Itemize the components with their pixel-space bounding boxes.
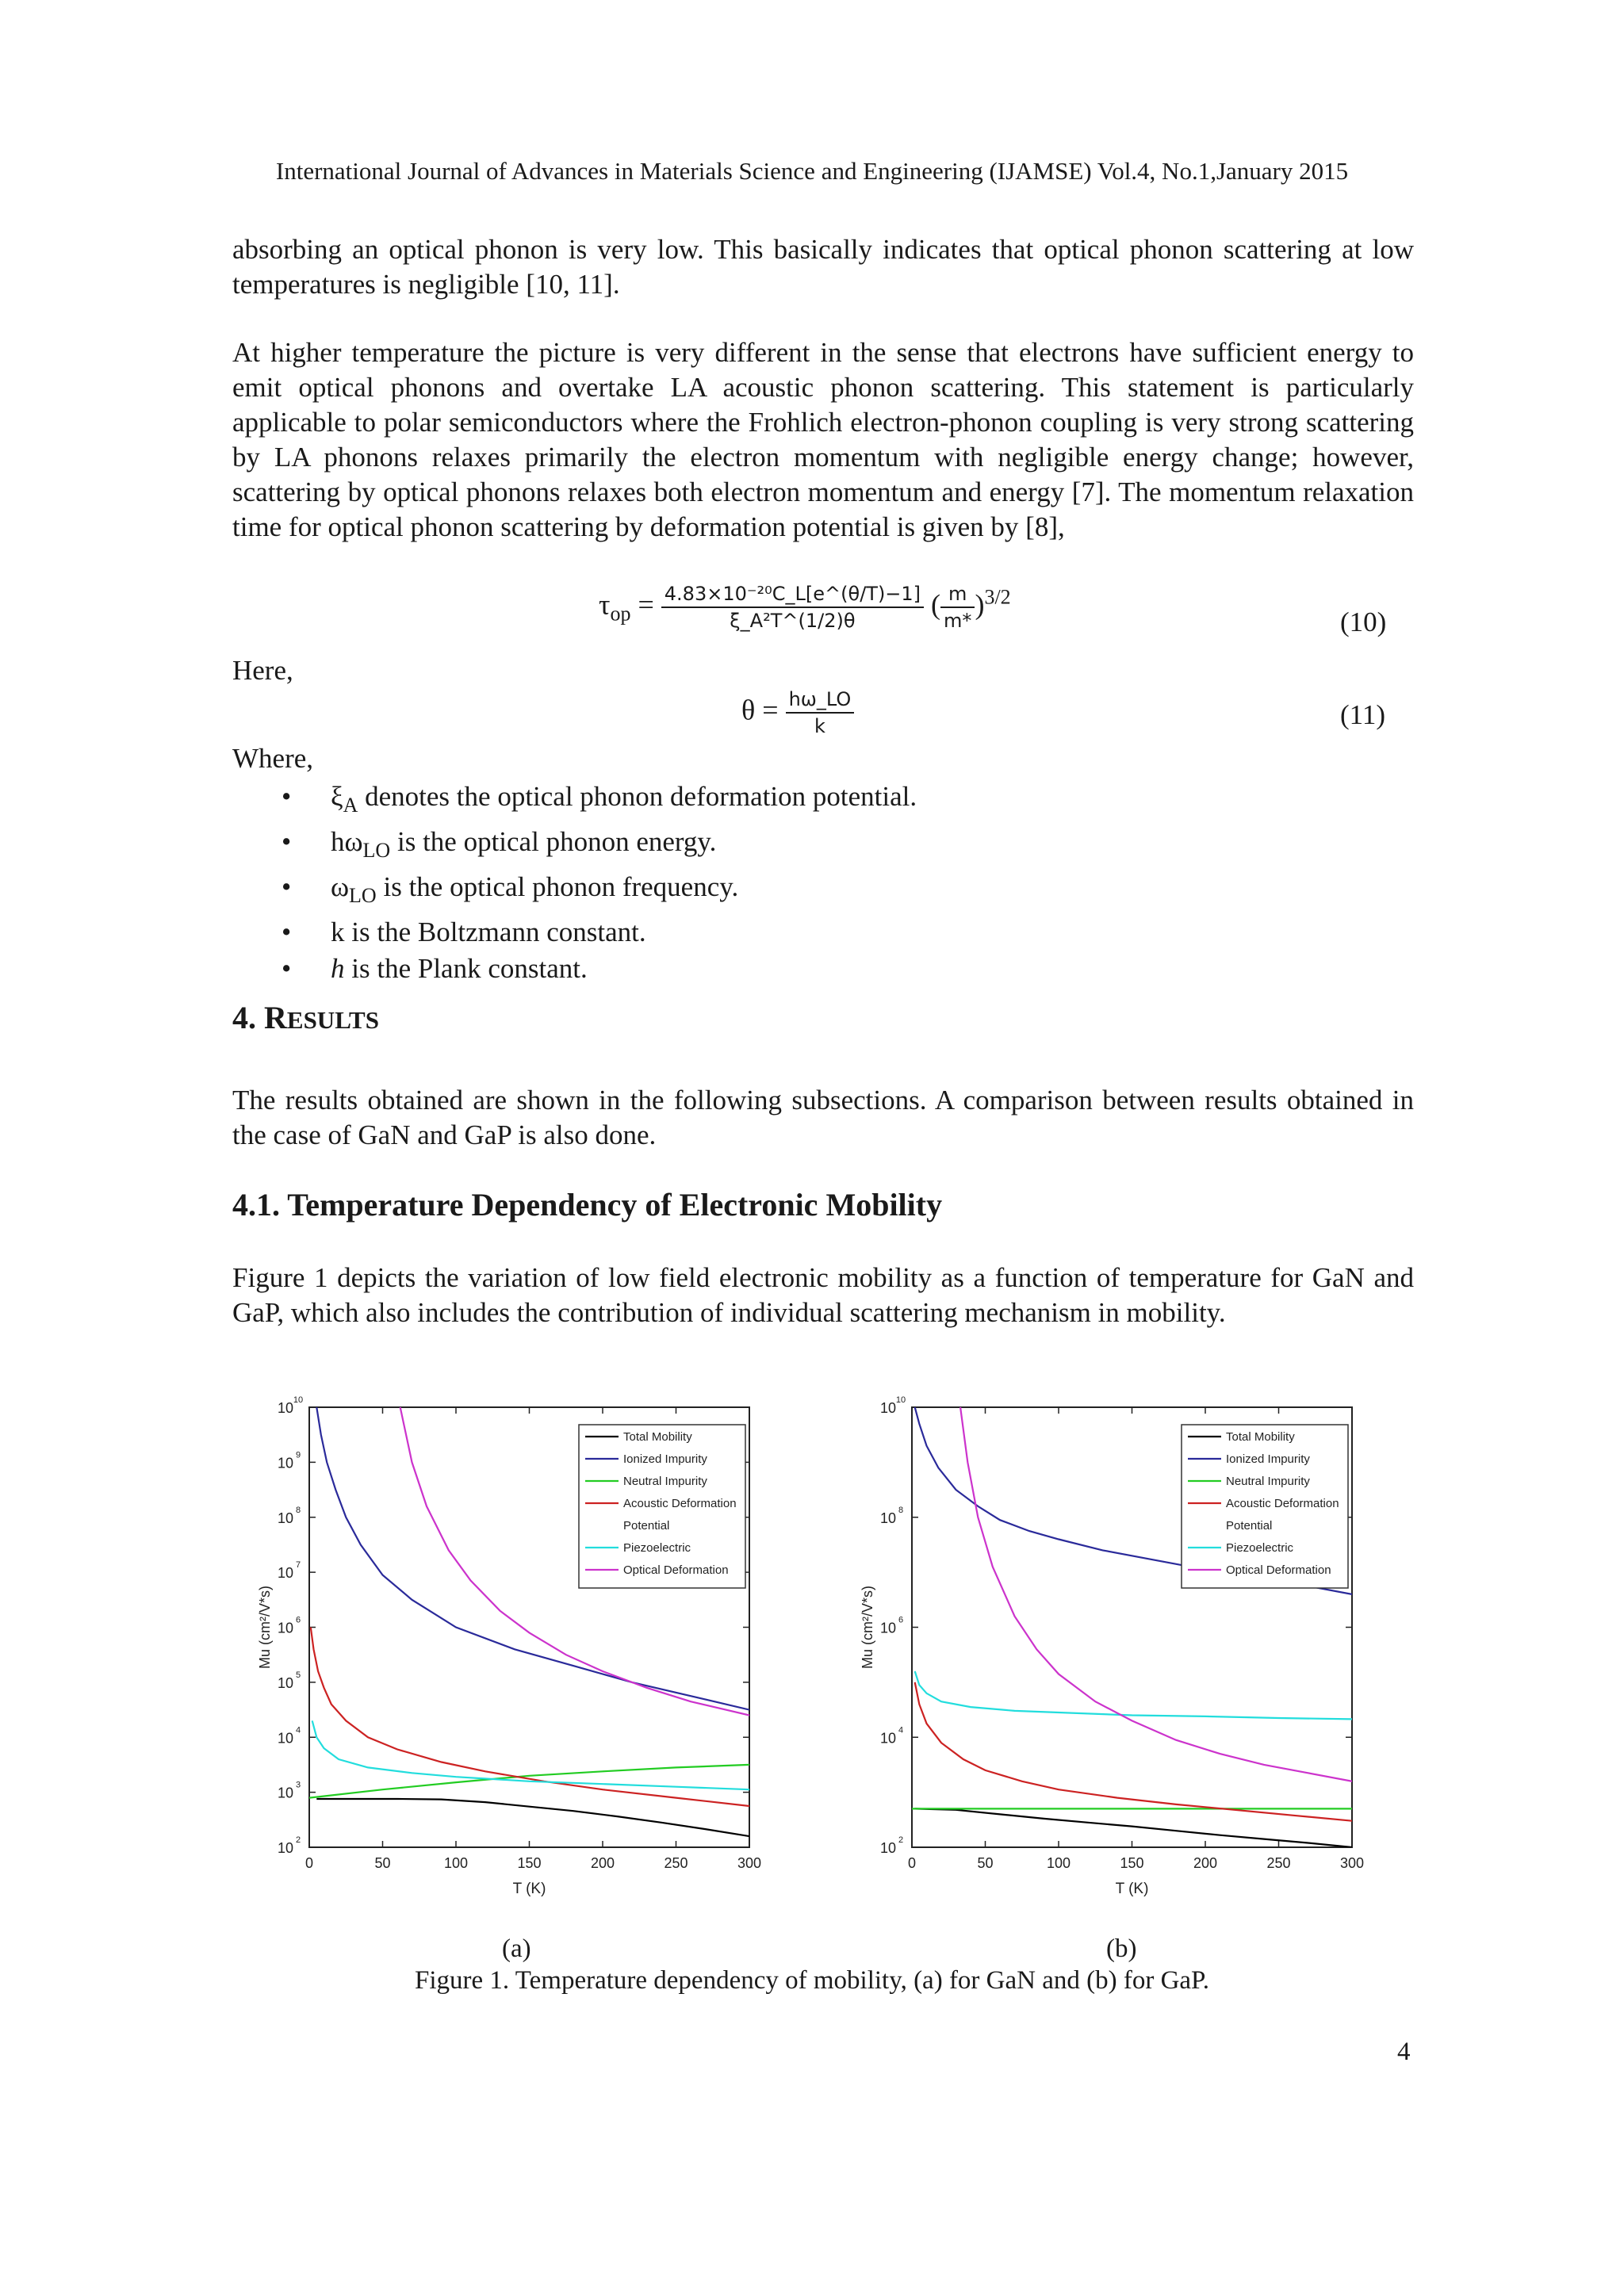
x-tick-label: 200 — [590, 1855, 615, 1871]
y-tick-exponent: 7 — [295, 1560, 301, 1571]
x-tick-label: 150 — [1120, 1855, 1144, 1871]
equation-11-number: (11) — [1340, 699, 1386, 730]
x-tick-label: 0 — [907, 1855, 917, 1871]
chart-gan — [254, 1383, 793, 1931]
eq10-lhs: τ — [599, 588, 611, 621]
list-item: • h is the Plank constant. — [282, 951, 917, 987]
y-tick-exponent: 6 — [898, 1615, 904, 1625]
eq10-power: 3/2 — [984, 585, 1011, 609]
y-tick-label: 10 — [277, 1400, 294, 1416]
y-tick-exponent: 9 — [295, 1450, 301, 1460]
legend-label: Optical Deformation — [623, 1563, 729, 1577]
legend-label: Neutral Impurity — [623, 1475, 707, 1488]
legend-label: Ionized Impurity — [623, 1452, 707, 1466]
eq10-numerator: 4.83×10⁻²⁰C_L[e^(θ/T)−1] — [661, 583, 924, 608]
y-tick-label: 10 — [879, 1840, 897, 1856]
y-tick-label: 10 — [277, 1620, 294, 1636]
list-item: • $\xi_A$ denotes the optical phonon deformation potential. — [282, 779, 917, 824]
x-tick-label: 0 — [304, 1855, 314, 1871]
y-tick-label: 10 — [277, 1785, 294, 1801]
legend-label: Ionized Impurity — [1226, 1452, 1310, 1466]
x-tick-label: 200 — [1193, 1855, 1218, 1871]
equation-11: θ = $\frac{h\omega\_LO}{k}$ — [741, 688, 854, 737]
eq10-mass-ratio — [940, 583, 975, 632]
y-tick-label: 10 — [277, 1840, 294, 1856]
where-label: Where, — [232, 743, 314, 774]
x-axis-label: T (K) — [512, 1881, 546, 1897]
eq11-numerator: hω_LO — [786, 688, 855, 714]
figure-caption: Figure 1. Temperature dependency of mobility, (a) for GaN and (b) for GaP. — [414, 1966, 1210, 1995]
legend-label: Total Mobility — [623, 1430, 692, 1444]
list-item: • $\omega_{LO}$ is the optical phonon frequency. — [282, 869, 917, 914]
y-tick-label: 10 — [879, 1730, 897, 1747]
here-label: Here, — [232, 655, 293, 686]
paragraph-optical-phonon-low-temp: absorbing an optical phonon is very low. This basically indicates that optical phonon scattering at low temperatures is negligible [10, 11]. — [232, 234, 1414, 300]
legend-label: Neutral Impurity — [1226, 1475, 1310, 1488]
section-heading-results: 4. RESULTS — [232, 1000, 379, 1035]
y-tick-label: 10 — [879, 1400, 897, 1416]
y-tick-label: 10 — [277, 1565, 294, 1582]
y-tick-exponent: 2 — [898, 1835, 904, 1845]
y-tick-exponent: 4 — [295, 1725, 301, 1735]
y-tick-exponent: 4 — [898, 1725, 904, 1735]
legend-label: Total Mobility — [1226, 1430, 1295, 1444]
y-tick-exponent: 3 — [295, 1780, 301, 1790]
y-tick-label: 10 — [879, 1510, 897, 1526]
equation-10: $\tau_{op}$ = $\frac{\text{4.83×10⁻²⁰C\_L[e\textasciicircum{}(θ/T)−1]}}{\text{ξ\_A²T\textasciicircum{}(1/2)θ}}$ ( $\frac{m}{m*}$ )$^{3/2}$ — [599, 583, 1011, 632]
legend-label: Piezoelectric — [623, 1541, 691, 1555]
y-tick-exponent: 10 — [293, 1395, 304, 1405]
paragraph-high-temperature: At higher temperature the picture is very different in the sense that electrons have sufficient energy to emit optical phonons and overtake LA acoustic phonon scattering. This statement is particularly applicable to polar semiconductors where the Frohlich electron-phonon coupling is very strong scattering by LA phonons relaxes primarily the electron momentum with negligible energy change; however, scattering by optical phonons relaxes both electron momentum and energy [7]. The momentum relaxation time for optical phonon scattering by deformation potential is given by [8], — [232, 337, 1414, 542]
x-tick-label: 50 — [977, 1855, 994, 1871]
legend-label: Optical Deformation — [1226, 1563, 1331, 1577]
subsection-heading: 4.1. Temperature Dependency of Electronic Mobility — [232, 1187, 943, 1223]
x-tick-label: 100 — [443, 1855, 469, 1871]
x-tick-label: 100 — [1046, 1855, 1071, 1871]
x-tick-label: 250 — [1266, 1855, 1291, 1871]
y-tick-exponent: 2 — [295, 1835, 301, 1845]
paragraph-results-intro: The results obtained are shown in the following subsections. A comparison between results obtained in the case of GaN and GaP is also done. — [232, 1085, 1414, 1150]
running-header: International Journal of Advances in Materials Science and Engineering (IJAMSE) Vol.4, No.1,January 2015 — [275, 157, 1349, 185]
eq10-mass-num: m — [940, 583, 975, 608]
definitions-list — [282, 779, 917, 987]
x-tick-label: 300 — [737, 1855, 762, 1871]
x-axis-label: T (K) — [1115, 1881, 1149, 1897]
equation-10-number: (10) — [1340, 607, 1387, 637]
x-tick-label: 300 — [1339, 1855, 1365, 1871]
x-tick-label: 250 — [664, 1855, 688, 1871]
y-tick-exponent: 5 — [295, 1670, 301, 1680]
y-tick-exponent: 6 — [295, 1615, 301, 1625]
y-tick-label: 10 — [277, 1730, 294, 1747]
paragraph-figure-description: Figure 1 depicts the variation of low field electronic mobility as a function of temperature for GaN and GaP, which also includes the contribution of individual scattering mechanism in mobility. — [232, 1262, 1414, 1328]
y-tick-exponent: 10 — [895, 1395, 906, 1405]
eq10-fraction — [661, 583, 924, 632]
eq11-denominator: k — [814, 715, 825, 737]
eq10-mass-den: m* — [944, 610, 972, 632]
y-axis-label: Mu (cm²/V*s) — [257, 1586, 273, 1669]
panel-label-b: (b) — [1106, 1934, 1137, 1963]
y-tick-label: 10 — [879, 1620, 897, 1636]
chart-gap — [856, 1383, 1396, 1931]
legend-label-cont: Potential — [623, 1519, 670, 1533]
eq10-denominator: ξ_A²T^(1/2)θ — [730, 610, 856, 632]
y-axis-label: Mu (cm²/V*s) — [860, 1586, 875, 1669]
legend-label: Acoustic Deformation — [623, 1497, 737, 1510]
page-number: 4 — [1397, 2038, 1411, 2066]
list-item: • $h\omega_{LO}$ is the optical phonon energy. — [282, 824, 917, 869]
legend-label: Piezoelectric — [1226, 1541, 1294, 1555]
y-tick-exponent: 8 — [898, 1505, 904, 1515]
legend-label: Acoustic Deformation — [1226, 1497, 1339, 1510]
list-item: • k is the Boltzmann constant. — [282, 914, 917, 951]
eq11-lhs: θ — [741, 694, 756, 726]
panel-label-a: (a) — [502, 1934, 531, 1963]
y-tick-label: 10 — [277, 1455, 294, 1471]
eq11-fraction — [786, 688, 855, 737]
y-tick-label: 10 — [277, 1510, 294, 1526]
x-tick-label: 150 — [517, 1855, 542, 1871]
y-tick-label: 10 — [277, 1674, 294, 1691]
y-tick-exponent: 8 — [295, 1505, 301, 1515]
eq10-lhs-sub: op — [610, 602, 631, 626]
x-tick-label: 50 — [374, 1855, 391, 1871]
legend-label-cont: Potential — [1226, 1519, 1273, 1533]
